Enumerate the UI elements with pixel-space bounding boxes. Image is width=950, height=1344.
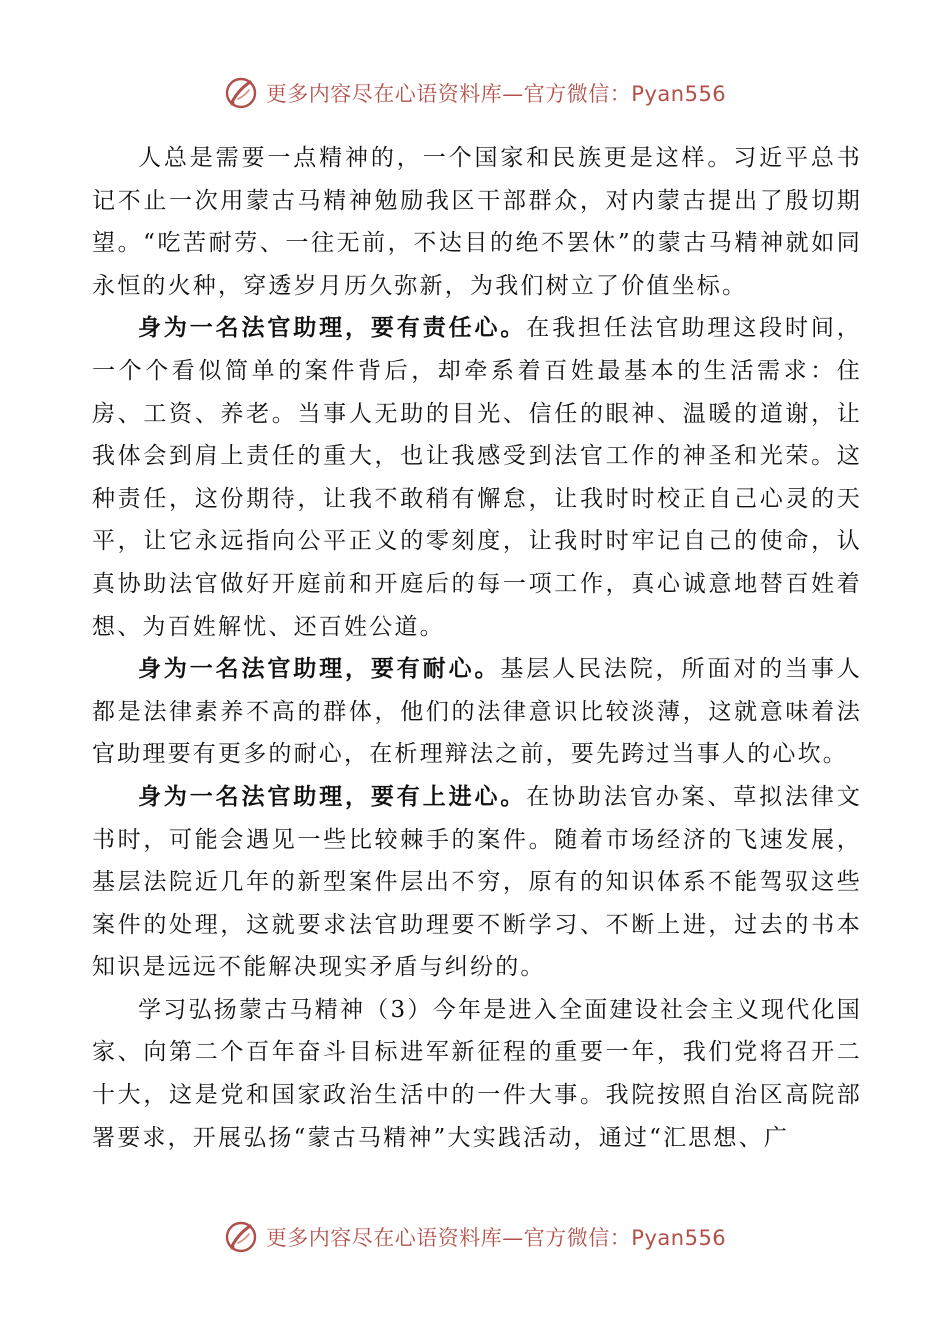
pen-logo-icon: [224, 1219, 260, 1255]
header-watermark: [0, 70, 950, 116]
watermark-text: 更多内容尽在心语资料库—官方微信：Pyan556: [265, 82, 727, 106]
paragraph-lead: 身为一名法官助理，要有耐心。: [138, 656, 501, 683]
paragraph-text: 人总是需要一点精神的，一个国家和民族更是这样。习近平总书记不止一次用蒙古马精神勉励我区干部群众，对内蒙古提出了殷切期望。“吃苦耐劳、一往无前，不达目的绝不罢休”的蒙古马精神就如同永恒的火种，穿透岁月历久弥新，为我们树立了价值坐标。: [92, 145, 862, 299]
paragraph-lead: 身为一名法官助理，要有责任心。: [138, 315, 527, 342]
paragraph-text: 基层人民法院，所面对的当事人都是法律素养不高的群体，他们的法律意识比较淡薄，这就意味着法官助理要有更多的耐心，在析理辩法之前，要先跨过当事人的心坎。: [92, 656, 862, 768]
paragraph-4: [92, 776, 862, 989]
paragraph-1: [92, 137, 862, 307]
paragraph-2: [92, 307, 862, 648]
paragraph-lead: 身为一名法官助理，要有上进心。: [138, 783, 527, 810]
paragraph-5: [92, 989, 862, 1159]
document-body: [92, 137, 862, 1159]
paragraph-text: 在我担任法官助理这段时间，一个个看似简单的案件背后，却牵系着百姓最基本的生活需求：住房、工资、养老。当事人无助的目光、信任的眼神、温暖的道谢，让我体会到肩上责任的重大，也让我感受到法官工作的神圣和光荣。这种责任，这份期待，让我不敢稍有懈怠，让我时时校正自己心灵的天平，让它永远指向公平正义的零刻度，让我时时牢记自己的使命，认真协助法官做好开庭前和开庭后的每一项工作，真心诚意地替百姓着想、为百姓解忧、还百姓公道。: [92, 315, 862, 640]
paragraph-text: 在协助法官办案、草拟法律文书时，可能会遇见一些比较棘手的案件。随着市场经济的飞速发展，基层法院近几年的新型案件层出不穷，原有的知识体系不能驾驭这些案件的处理，这就要求法官助理要不断学习、不断上进，过去的书本知识是远远不能解决现实矛盾与纠纷的。: [92, 783, 862, 981]
paragraph-3: [92, 648, 862, 776]
watermark-text: 更多内容尽在心语资料库—官方微信：Pyan556: [265, 1226, 727, 1250]
pen-logo-icon: [224, 75, 260, 111]
paragraph-text: 学习弘扬蒙古马精神（3）今年是进入全面建设社会主义现代化国家、向第二个百年奋斗目标进军新征程的重要一年，我们党将召开二十大，这是党和国家政治生活中的一件大事。我院按照自治区高院部署要求，开展弘扬“蒙古马精神”大实践活动，通过“汇思想、广: [92, 996, 862, 1151]
footer-watermark: [0, 1214, 950, 1260]
